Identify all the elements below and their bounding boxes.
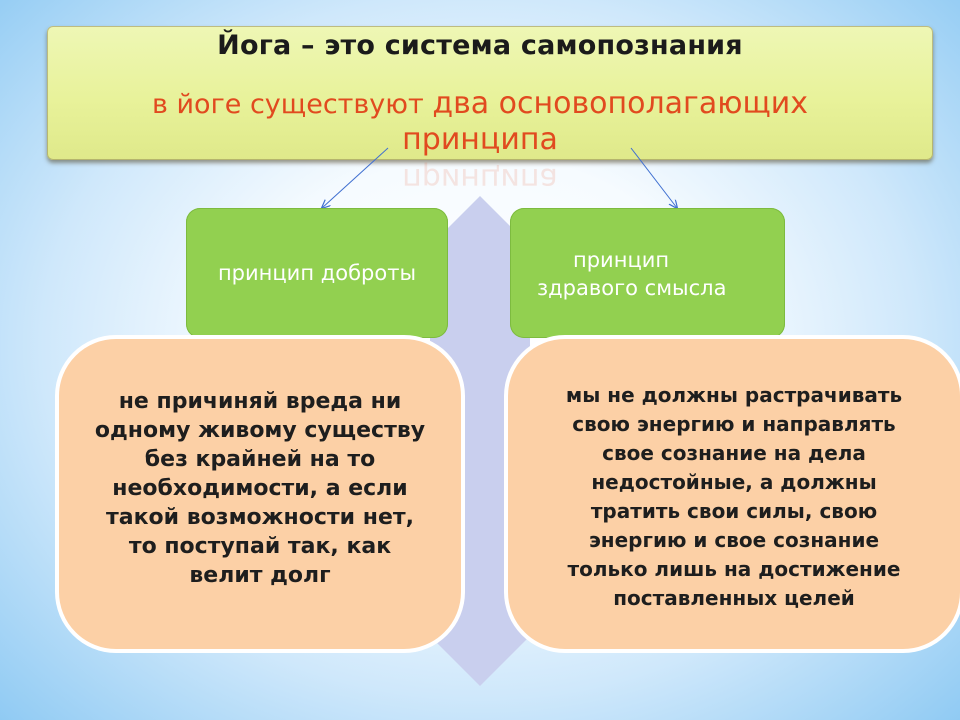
slide-title: Йога – это система самопознания: [217, 30, 743, 61]
description-line: поставленных целей: [613, 586, 855, 610]
description-line: не причиняй вреда ни: [118, 389, 402, 414]
subtitle-last-word: принципа: [402, 122, 558, 157]
description-line: энергию и свое сознание: [588, 528, 880, 552]
subtitle-reflection: принципа: [402, 161, 558, 196]
description-line: одному живому существу: [94, 418, 426, 443]
principle-common-sense-box: [510, 208, 785, 338]
description-line: мы не должны растрачивать: [565, 383, 903, 407]
description-line: такой возможности нет,: [106, 505, 414, 530]
principle-common-sense-label-line2: здравого смысла: [537, 276, 727, 300]
description-line: свою энергию и направлять: [572, 412, 896, 436]
principle-kindness-box: [186, 208, 448, 338]
description-line: только лишь на достижение: [567, 557, 901, 581]
description-line: недостойные, а должны: [591, 470, 877, 494]
common-sense-description-box: [507, 338, 960, 650]
principle-common-sense-label-line1: принцип: [573, 248, 670, 272]
subtitle-emphasis: два основополагающих: [432, 86, 808, 121]
common-sense-description-text: [508, 381, 960, 613]
description-line: велит долг: [189, 563, 331, 588]
description-line: необходимости, а если: [112, 476, 408, 501]
description-line: без крайней на то: [144, 447, 376, 472]
kindness-description-box: [58, 338, 462, 650]
principle-kindness-label: принцип доброты: [217, 261, 417, 285]
slide-subtitle-line: [0, 86, 960, 123]
kindness-description-text: [59, 387, 461, 590]
description-line: то поступай так, как: [128, 534, 392, 559]
description-line: тратить свои силы, свою: [590, 499, 878, 523]
description-line: свое сознание на дела: [602, 441, 866, 465]
subtitle-prefix: в йоге существуют: [152, 89, 433, 120]
